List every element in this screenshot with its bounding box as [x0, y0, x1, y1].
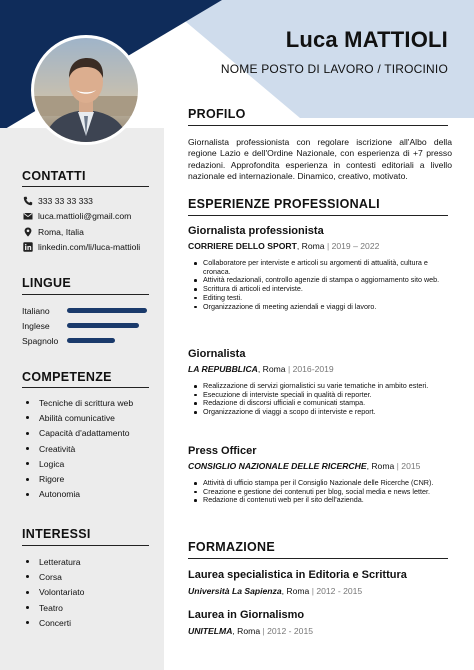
education-meta — [188, 626, 452, 636]
job-bullet: Realizzazione di servizi giornalistici su varie tematiche in ambito esteri. — [194, 382, 452, 391]
job-city: , Roma — [296, 241, 325, 251]
job-dates: 2019 – 2022 — [331, 241, 380, 251]
job-entry — [188, 348, 452, 417]
job-title: Giornalista professionista — [188, 225, 324, 237]
separator: | — [394, 461, 402, 471]
job-bullet: Scrittura di articoli ed interviste. — [194, 285, 452, 294]
language-name: Inglese — [22, 320, 50, 331]
job-title: Press Officer — [188, 445, 257, 457]
profilo-divider — [188, 125, 448, 126]
employer: CONSIGLIO NAZIONALE DELLE RICERCHE — [188, 461, 367, 471]
degree-title: Laurea specialistica in Editoria e Scrittura — [188, 569, 407, 581]
job-title: Giornalista — [188, 348, 246, 360]
contatti-title: CONTATTI — [22, 169, 86, 183]
skill-item: Creatività — [26, 441, 133, 456]
interessi-divider — [22, 545, 149, 546]
contact-list — [22, 193, 140, 255]
job-dates: 2015 — [401, 461, 421, 471]
job-bullet: Organizzazione di meeting aziendali e viaggi di lavoro. — [194, 303, 452, 312]
contact-item — [22, 240, 140, 256]
education-entry — [188, 569, 452, 596]
language-list — [22, 303, 147, 348]
esperienze-divider — [188, 215, 448, 216]
language-level-bar — [67, 323, 139, 328]
contact-item — [22, 209, 140, 225]
interests-list — [26, 554, 84, 630]
profile-text: Giornalista professionista con regolare iscrizione all'Albo della regione Lazio e dell'Ordine Nazionale, con esperienza di +7 presso redazioni. Approfondita esperienza in contesti editoriali a livello nazionale ed internazionale. Dinamico, creativo, motivato. — [188, 137, 452, 182]
education-meta — [188, 586, 452, 596]
profilo-title: PROFILO — [188, 107, 246, 121]
esperienze-title: ESPERIENZE PROFESSIONALI — [188, 197, 380, 211]
language-item — [22, 333, 147, 348]
header-name-block — [221, 27, 448, 76]
job-role: NOME POSTO DI LAVORO / TIROCINIO — [220, 62, 448, 76]
language-name: Spagnolo — [22, 335, 59, 346]
interest-item: Teatro — [26, 600, 84, 615]
interest-item: Letteratura — [26, 554, 84, 569]
formazione-title: FORMAZIONE — [188, 540, 276, 554]
job-bullet: Esecuzione di interviste speciali in qualità di reporter. — [194, 391, 452, 400]
job-bullet: Attività redazionali, controllo agenzie di stampa o aggiornamento sito web. — [194, 276, 452, 285]
degree-title: Laurea in Giornalismo — [188, 609, 305, 621]
interest-item: Concerti — [26, 615, 84, 630]
job-bullet: Redazione di discorsi ufficiali e comunicati stampa. — [194, 399, 452, 408]
job-city: , Roma — [257, 364, 286, 374]
skill-item: Capacità d'adattamento — [26, 426, 133, 441]
interest-item: Volontariato — [26, 585, 84, 600]
phone-text[interactable]: 333 33 33 333 — [38, 195, 93, 206]
separator: | — [309, 586, 317, 596]
job-bullets — [188, 479, 452, 505]
school-name: UNITELMA — [188, 626, 233, 636]
job-dates: 2016-2019 — [292, 364, 334, 374]
interessi-title: INTERESSI — [22, 527, 91, 541]
location-text: Roma, Italia — [38, 226, 84, 237]
linkedin-text[interactable]: linkedin.com/li/luca-mattioli — [38, 242, 141, 253]
lingue-divider — [22, 294, 149, 295]
language-item — [22, 303, 147, 318]
location-pin-icon — [22, 226, 33, 237]
job-bullet: Creazione e gestione dei contenuti per blog, social media e news letter. — [194, 488, 452, 497]
skill-item: Logica — [26, 456, 133, 471]
email-text[interactable]: luca.mattioli@gmail.com — [38, 211, 132, 222]
job-entry — [188, 225, 452, 311]
separator: | — [324, 241, 332, 251]
contact-item — [22, 193, 140, 209]
language-name: Italiano — [22, 305, 50, 316]
interest-item: Corsa — [26, 569, 84, 584]
formazione-divider — [188, 558, 448, 559]
competenze-divider — [22, 387, 149, 388]
skill-item: Abilità comunicative — [26, 410, 133, 425]
skills-list — [26, 395, 133, 502]
skill-item: Autonomia — [26, 487, 133, 502]
skill-item: Rigore — [26, 471, 133, 486]
job-city: , Roma — [366, 461, 395, 471]
job-bullet: Organizzazione di viaggi a scopo di interviste e report. — [194, 408, 452, 417]
contatti-divider — [22, 186, 149, 187]
avatar — [31, 35, 141, 145]
language-item — [22, 318, 147, 333]
job-bullet: Attività di ufficio stampa per il Consiglio Nazionale delle Ricerche (CNR). — [194, 479, 452, 488]
job-meta — [188, 241, 452, 251]
separator: | — [285, 364, 293, 374]
full-name: Luca MATTIOLI — [285, 27, 448, 52]
education-entry — [188, 609, 452, 636]
language-level-bar — [67, 308, 147, 313]
employer: CORRIERE DELLO SPORT — [188, 241, 297, 251]
job-bullet: Redazione di contenuti web per il sito dell'azienda. — [194, 496, 452, 505]
competenze-title: COMPETENZE — [22, 370, 112, 384]
linkedin-icon — [22, 242, 33, 253]
lingue-title: LINGUE — [22, 276, 72, 290]
job-bullet: Editing testi. — [194, 294, 452, 303]
job-bullet: Collaboratore per interviste e articoli su argomenti di attualità, cultura e cronaca. — [194, 259, 452, 276]
school-name: Università La Sapienza — [188, 586, 282, 596]
contact-item — [22, 224, 140, 240]
portrait-photo — [34, 38, 138, 142]
job-entry — [188, 445, 452, 505]
employer: LA REPUBBLICA — [188, 364, 258, 374]
education-dates: 2012 - 2015 — [267, 626, 313, 636]
language-level-bar — [67, 338, 115, 343]
job-bullets — [188, 259, 452, 311]
school-city: , Roma — [232, 626, 261, 636]
mail-icon — [22, 211, 33, 222]
job-meta — [188, 461, 452, 471]
job-bullets — [188, 382, 452, 417]
job-meta — [188, 364, 452, 374]
phone-icon — [22, 195, 33, 206]
education-dates: 2012 - 2015 — [316, 586, 363, 596]
skill-item: Tecniche di scrittura web — [26, 395, 133, 410]
school-city: , Roma — [281, 586, 310, 596]
separator: | — [260, 626, 268, 636]
